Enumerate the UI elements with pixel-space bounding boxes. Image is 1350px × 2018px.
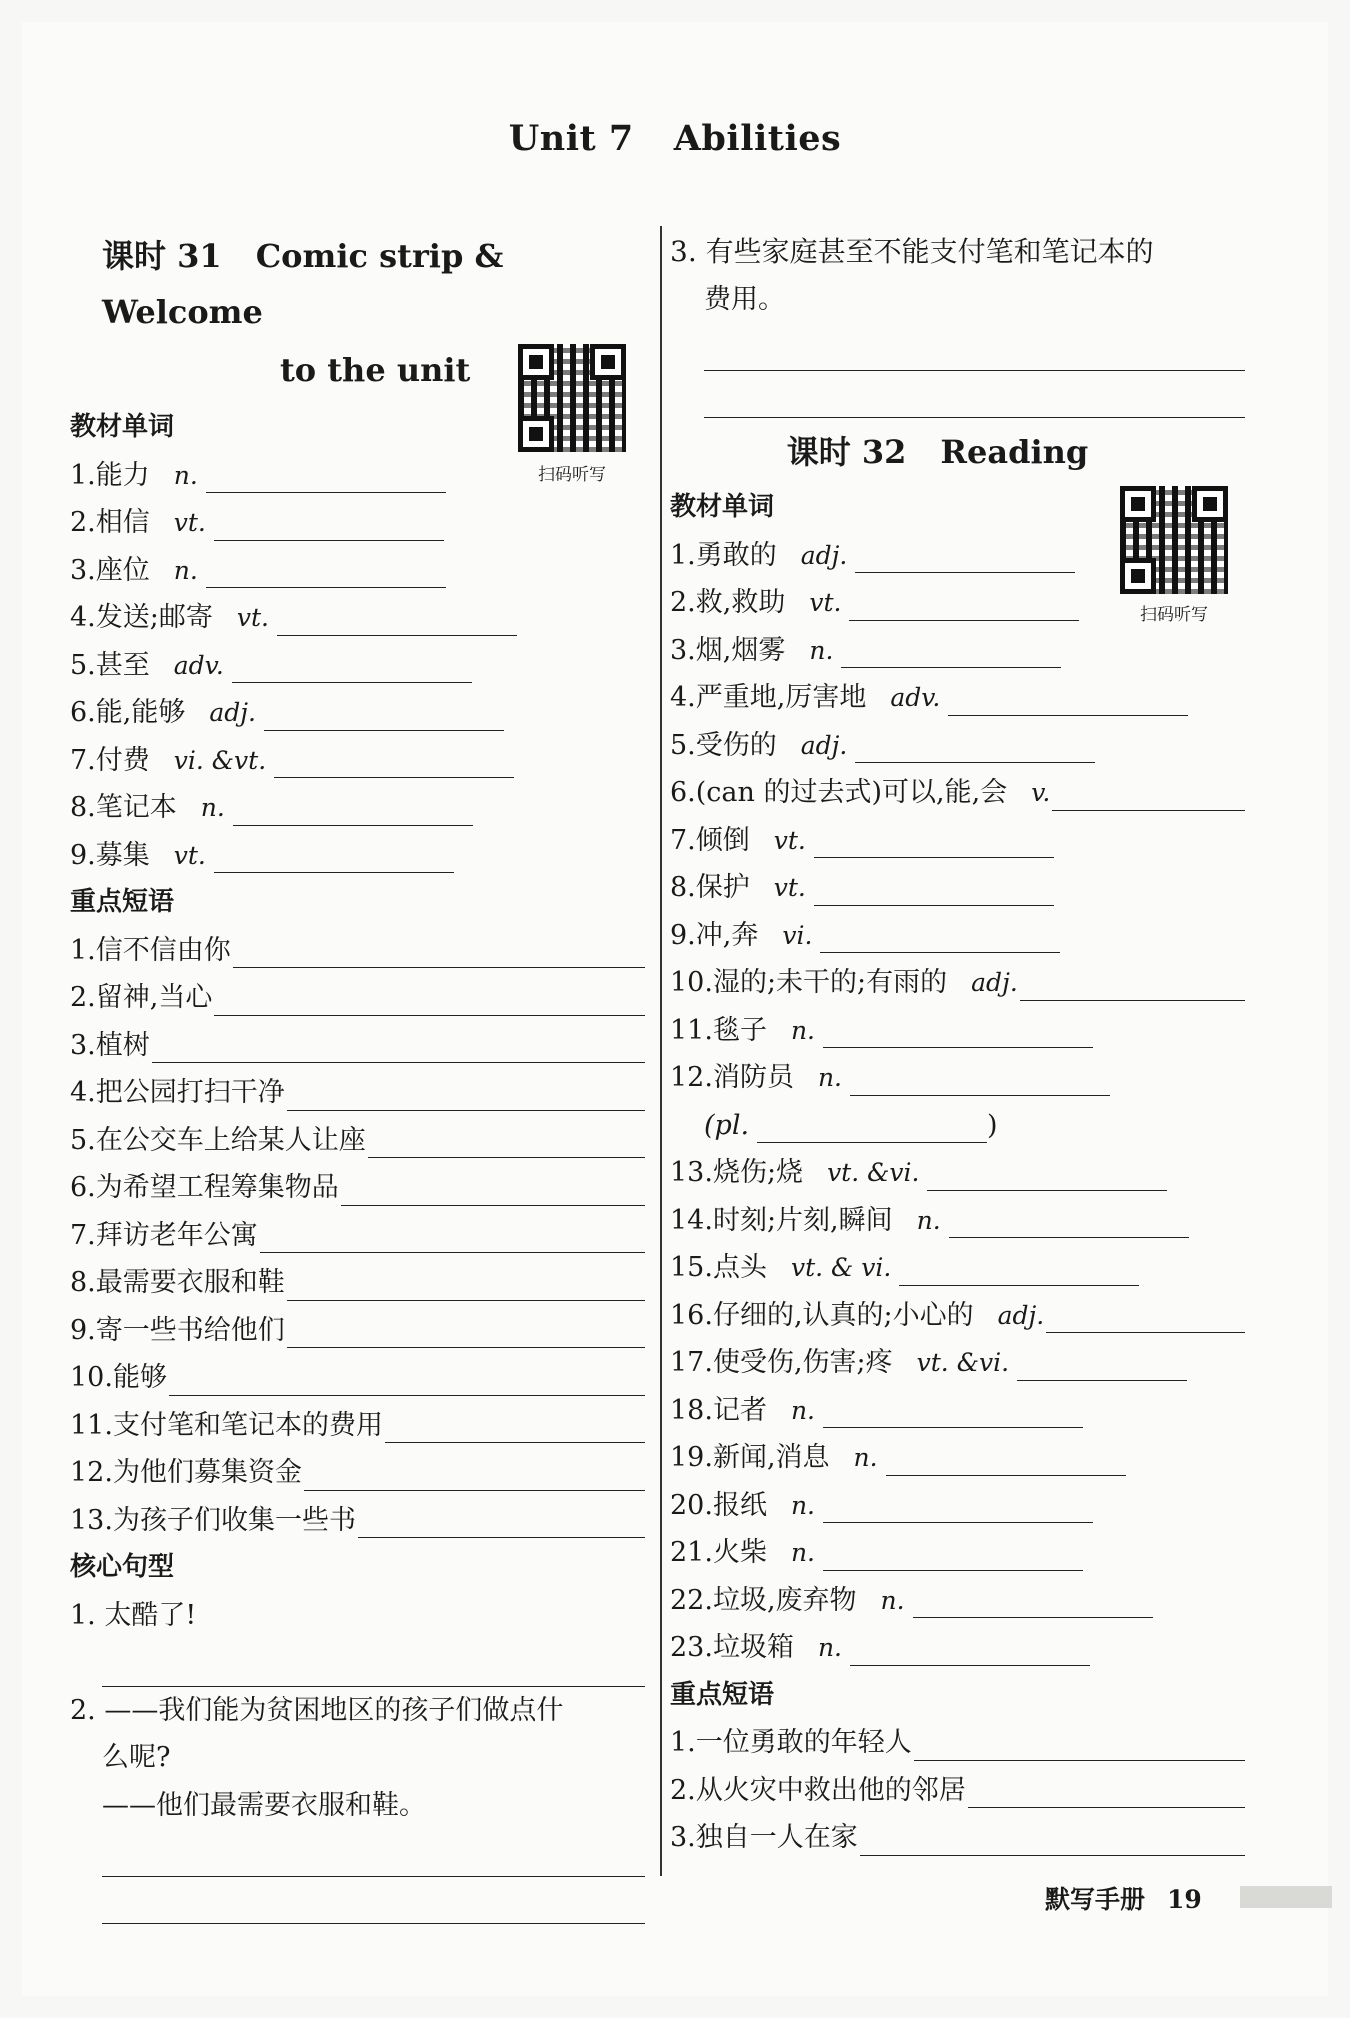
answer-blank[interactable] xyxy=(860,1819,1245,1856)
part-of-speech: adv. xyxy=(173,650,224,680)
chinese-phrase: 植树 xyxy=(95,1029,150,1061)
part-of-speech: n. xyxy=(790,1015,816,1045)
answer-blank[interactable] xyxy=(823,1011,1093,1048)
chinese-meaning: 垃圾,废弃物 xyxy=(712,1584,857,1616)
answer-blank[interactable] xyxy=(855,536,1075,573)
part-of-speech: n. xyxy=(880,1585,905,1615)
chinese-meaning: 甚至 xyxy=(95,649,150,681)
vocab-item xyxy=(70,547,645,595)
phrase-item xyxy=(70,1212,645,1260)
chinese-phrase: 留神,当心 xyxy=(95,982,213,1013)
chinese-meaning: 座位 xyxy=(95,554,150,586)
chinese-phrase: 能够 xyxy=(112,1362,167,1393)
answer-blank[interactable] xyxy=(841,631,1061,668)
part-of-speech: vt. & vi. xyxy=(790,1253,892,1282)
part-of-speech: vi. &vt. xyxy=(173,745,267,775)
item-number: 2. xyxy=(670,1774,696,1806)
part-of-speech: n. xyxy=(173,555,198,585)
chinese-meaning: 募集 xyxy=(95,839,150,871)
chinese-meaning: 能力 xyxy=(95,459,150,491)
part-of-speech: vt. &vi. xyxy=(827,1158,920,1187)
answer-blank[interactable] xyxy=(385,1406,645,1443)
answer-blank[interactable] xyxy=(823,1486,1093,1523)
answer-blank[interactable] xyxy=(850,1629,1090,1666)
item-number: 1. xyxy=(670,539,696,571)
chinese-phrase: 信不信由你 xyxy=(95,934,231,966)
chinese-phrase: 在公交车上给某人让座 xyxy=(95,1124,366,1156)
part-of-speech: adv. xyxy=(890,683,941,712)
lesson-31-title-line2: to the unit xyxy=(280,351,471,389)
phrase-item xyxy=(70,1117,645,1165)
footer-label: 默写手册 xyxy=(1045,1885,1146,1914)
chinese-phrase: 寄一些书给他们 xyxy=(95,1314,285,1346)
answer-blank[interactable] xyxy=(914,1724,1245,1761)
vocab-list-32 xyxy=(670,532,1245,1672)
answer-blank[interactable] xyxy=(886,1439,1126,1476)
phrase-item xyxy=(70,1022,645,1070)
answer-blank[interactable] xyxy=(968,1771,1245,1808)
answer-blank[interactable] xyxy=(1046,1296,1245,1333)
answer-blank[interactable] xyxy=(913,1581,1153,1618)
part-of-speech: n. xyxy=(790,1490,816,1520)
chinese-meaning: 能,能够 xyxy=(95,697,186,728)
part-of-speech: n. xyxy=(817,1063,843,1092)
chinese-meaning: 烧伤;烧 xyxy=(712,1157,804,1188)
item-number: 5. xyxy=(70,1124,96,1156)
vocab-heading-32: 教材单词 xyxy=(670,492,775,522)
item-number: 2. xyxy=(70,507,96,538)
part-of-speech: adj. xyxy=(997,1300,1045,1330)
phrase-list-32 xyxy=(670,1719,1245,1862)
chinese-phrase: 独自一人在家 xyxy=(695,1822,858,1853)
item-number: 11. xyxy=(70,1409,113,1441)
phrase-item xyxy=(70,1069,645,1117)
page-footer xyxy=(1045,1880,1202,1916)
lesson-31-heading xyxy=(70,228,645,340)
item-number: 6. xyxy=(70,697,96,728)
qr-finder xyxy=(1192,486,1228,522)
answer-blank[interactable] xyxy=(814,869,1054,906)
answer-blank[interactable] xyxy=(206,551,446,588)
item-number: 4. xyxy=(670,682,696,713)
vocab-item xyxy=(670,769,1245,817)
part-of-speech: vi. xyxy=(782,920,813,950)
item-number: 9. xyxy=(70,1314,96,1346)
vocab-item xyxy=(670,1577,1245,1625)
phrase-item xyxy=(70,1164,645,1212)
vocab-item xyxy=(670,864,1245,912)
part-of-speech: adj. xyxy=(209,698,256,727)
vocab-item xyxy=(670,912,1245,960)
unit-title xyxy=(0,118,1350,159)
part-of-speech: adj. xyxy=(800,540,848,570)
lesson-31-title-line1: Comic strip & Welcome xyxy=(102,237,504,331)
item-number: 2. xyxy=(670,587,696,618)
item-number: 7. xyxy=(670,824,696,856)
part-of-speech: vt. xyxy=(173,508,206,537)
answer-blank[interactable] xyxy=(949,1201,1189,1238)
item-number: 9. xyxy=(70,839,96,871)
item-number: 5. xyxy=(670,729,696,761)
chinese-meaning: 消防员 xyxy=(712,1062,794,1093)
vocab-item xyxy=(670,817,1245,865)
answer-blank[interactable] xyxy=(849,584,1079,621)
answer-blank[interactable] xyxy=(820,916,1060,953)
item-number: 20. xyxy=(670,1489,713,1521)
answer-blank[interactable] xyxy=(823,1391,1083,1428)
answer-blank[interactable] xyxy=(214,504,444,541)
phrase-item xyxy=(70,1259,645,1307)
part-of-speech: adj. xyxy=(800,730,848,760)
answer-blank[interactable] xyxy=(169,1359,645,1396)
answer-blank[interactable] xyxy=(287,1264,645,1301)
answer-blank[interactable] xyxy=(232,646,472,683)
chinese-phrase: 把公园打扫干净 xyxy=(95,1077,285,1108)
chinese-meaning: 报纸 xyxy=(712,1489,767,1521)
phrase-item xyxy=(70,1497,645,1545)
qr-finder xyxy=(1120,486,1156,522)
item-number: 3. xyxy=(670,634,696,666)
item-number: 11. xyxy=(670,1014,713,1046)
item-number: 10. xyxy=(70,1362,113,1393)
vocab-item xyxy=(670,674,1245,722)
item-number: 4. xyxy=(70,1077,96,1108)
item-number: 15. xyxy=(670,1252,713,1283)
vocab-item xyxy=(70,689,645,737)
answer-blank[interactable] xyxy=(152,1026,645,1063)
item-number: 8. xyxy=(70,792,96,823)
answer-line[interactable] xyxy=(102,1829,645,1877)
sentence-1: 1. 太酷了! xyxy=(70,1599,197,1631)
item-number: 8. xyxy=(670,872,696,903)
answer-blank[interactable] xyxy=(214,836,454,873)
answer-blank[interactable] xyxy=(855,726,1095,763)
part-of-speech: n. xyxy=(817,1633,843,1662)
vocab-item xyxy=(670,1624,1245,1672)
chinese-meaning: 新闻,消息 xyxy=(712,1442,830,1473)
phrase-item xyxy=(70,1307,645,1355)
qr-code-32[interactable] xyxy=(1120,486,1228,594)
chinese-meaning: (can 的过去式)可以,能,会 xyxy=(695,777,1008,808)
item-number: 5. xyxy=(70,649,96,681)
answer-blank[interactable] xyxy=(260,1216,645,1253)
vocab-item xyxy=(70,499,645,547)
vocab-item xyxy=(70,832,645,880)
chinese-meaning: 严重地,厉害地 xyxy=(695,682,867,713)
item-number: 13. xyxy=(670,1157,713,1188)
sentence-3-line1: 3. 有些家庭甚至不能支付笔和笔记本的 xyxy=(670,235,1154,268)
phrase-item xyxy=(70,974,645,1022)
chinese-meaning: 发送;邮寄 xyxy=(95,602,213,633)
item-number: 23. xyxy=(670,1632,713,1663)
answer-blank[interactable] xyxy=(1052,774,1245,811)
answer-blank[interactable] xyxy=(214,979,645,1016)
phrase-item xyxy=(70,927,645,975)
answer-blank[interactable] xyxy=(233,931,645,968)
answer-blank[interactable] xyxy=(304,1454,645,1491)
item-number: 8. xyxy=(70,1267,96,1298)
answer-blank[interactable] xyxy=(899,1249,1139,1286)
answer-blank[interactable] xyxy=(823,1534,1083,1571)
item-number: 3. xyxy=(70,1029,96,1061)
item-number: 14. xyxy=(670,1204,713,1236)
sentence-2-line2: 么呢? xyxy=(102,1742,171,1773)
answer-blank[interactable] xyxy=(358,1501,645,1538)
answer-blank[interactable] xyxy=(287,1311,645,1348)
answer-blank[interactable] xyxy=(850,1059,1110,1096)
item-number: 3. xyxy=(670,1822,696,1853)
chinese-meaning: 付费 xyxy=(95,744,150,776)
part-of-speech: n. xyxy=(809,635,834,665)
lesson-31-number: 课时 31 xyxy=(102,237,222,275)
chinese-meaning: 记者 xyxy=(712,1394,767,1426)
part-of-speech: adj. xyxy=(971,968,1018,997)
item-number: 7. xyxy=(70,1219,96,1251)
vocab-list-31 xyxy=(70,452,645,880)
part-of-speech: n. xyxy=(790,1538,816,1567)
phrase-item xyxy=(670,1719,1245,1767)
chinese-meaning: 倾倒 xyxy=(695,824,750,856)
vocab-heading-31: 教材单词 xyxy=(70,412,175,442)
chinese-phrase: 拜访老年公寓 xyxy=(95,1219,258,1251)
column-divider xyxy=(660,226,662,1876)
answer-blank[interactable] xyxy=(948,679,1188,716)
vocab-item xyxy=(670,1529,1245,1577)
phrase-item xyxy=(70,1402,645,1450)
item-number: 17. xyxy=(670,1347,713,1378)
chinese-meaning: 保护 xyxy=(695,872,750,903)
chinese-phrase: 一位勇敢的年轻人 xyxy=(695,1727,912,1758)
vocab-item xyxy=(70,737,645,785)
chinese-phrase: 从火灾中救出他的邻居 xyxy=(695,1774,966,1806)
sentence-heading-31: 核心句型 xyxy=(70,1552,175,1582)
part-of-speech: vt. xyxy=(773,825,806,855)
item-number: 13. xyxy=(70,1504,113,1536)
plural-close: ) xyxy=(987,1109,998,1141)
phrase-item xyxy=(670,1814,1245,1862)
chinese-phrase: 为孩子们收集一些书 xyxy=(112,1504,356,1536)
right-column xyxy=(670,228,1245,1862)
phrase-heading-31: 重点短语 xyxy=(70,887,175,917)
answer-blank[interactable] xyxy=(264,694,504,731)
part-of-speech: vt. xyxy=(173,840,206,870)
vocab-item xyxy=(670,1102,1245,1150)
sentence-2-line3: ——他们最需要衣服和鞋。 xyxy=(102,1789,426,1821)
answer-blank[interactable] xyxy=(233,789,473,826)
answer-blank[interactable] xyxy=(341,1169,645,1206)
item-number: 1. xyxy=(70,459,96,491)
chinese-phrase: 最需要衣服和鞋 xyxy=(95,1267,285,1298)
vocab-item xyxy=(670,1387,1245,1435)
chinese-meaning: 时刻;片刻,瞬间 xyxy=(712,1204,893,1236)
answer-line[interactable] xyxy=(102,1877,645,1925)
item-number: 7. xyxy=(70,744,96,776)
chinese-phrase: 支付笔和笔记本的费用 xyxy=(112,1409,383,1441)
vocab-item xyxy=(70,594,645,642)
chinese-meaning: 垃圾箱 xyxy=(712,1632,794,1663)
unit-number: Unit 7 xyxy=(508,118,634,159)
part-of-speech: n. xyxy=(200,793,225,822)
part-of-speech: n. xyxy=(853,1443,878,1472)
answer-blank[interactable] xyxy=(206,456,446,493)
chinese-meaning: 使受伤,伤害;疼 xyxy=(712,1347,893,1378)
footer-bar xyxy=(1240,1886,1332,1908)
answer-blank[interactable] xyxy=(814,821,1054,858)
item-number: 6. xyxy=(670,777,696,808)
part-of-speech: vt. xyxy=(809,588,842,617)
answer-blank[interactable] xyxy=(1017,1344,1187,1381)
part-of-speech: vt. xyxy=(236,603,269,632)
item-number: 18. xyxy=(670,1394,713,1426)
chinese-meaning: 相信 xyxy=(95,507,150,538)
sentence-2-line1: 2. ——我们能为贫困地区的孩子们做点什 xyxy=(70,1694,564,1726)
vocab-item xyxy=(670,959,1245,1007)
lesson-32-title: Reading xyxy=(940,433,1089,471)
item-number: 4. xyxy=(70,602,96,633)
phrase-item xyxy=(70,1354,645,1402)
item-number: 1. xyxy=(670,1727,696,1758)
chinese-meaning: 烟,烟雾 xyxy=(695,634,786,666)
part-of-speech: n. xyxy=(790,1395,816,1425)
answer-blank[interactable] xyxy=(368,1121,645,1158)
vocab-item xyxy=(670,1007,1245,1055)
vocab-item xyxy=(670,1244,1245,1292)
qr-code-31[interactable] xyxy=(518,344,626,452)
qr-label-32: 扫码听写 xyxy=(1140,605,1208,625)
item-number: 21. xyxy=(670,1537,713,1568)
lesson-32-heading xyxy=(670,424,1245,480)
vocab-item xyxy=(670,1292,1245,1340)
vocab-item xyxy=(670,722,1245,770)
part-of-speech: vt. xyxy=(773,873,806,902)
chinese-phrase: 为他们募集资金 xyxy=(112,1457,302,1488)
part-of-speech: n. xyxy=(916,1205,941,1235)
vocab-item xyxy=(670,1149,1245,1197)
phrase-list-31 xyxy=(70,927,645,1545)
chinese-meaning: 救,救助 xyxy=(695,587,786,618)
vocab-item xyxy=(70,642,645,690)
answer-line[interactable] xyxy=(102,1639,645,1687)
chinese-meaning: 点头 xyxy=(712,1252,767,1283)
item-number: 9. xyxy=(670,919,696,951)
answer-line[interactable] xyxy=(704,371,1245,419)
chinese-meaning: 仔细的,认真的;小心的 xyxy=(712,1299,974,1331)
qr-finder xyxy=(1120,558,1156,594)
chinese-meaning: 冲,奔 xyxy=(695,919,759,951)
answer-blank[interactable] xyxy=(274,741,514,778)
item-number: 16. xyxy=(670,1299,713,1331)
page-number: 19 xyxy=(1167,1885,1202,1914)
qr-finder xyxy=(518,344,554,380)
item-number: 3. xyxy=(70,554,96,586)
chinese-meaning: 勇敢的 xyxy=(695,539,777,571)
answer-blank[interactable] xyxy=(287,1074,645,1111)
part-of-speech: v. xyxy=(1031,778,1051,807)
plural-label: (pl. xyxy=(704,1109,750,1141)
vocab-item xyxy=(670,1482,1245,1530)
part-of-speech: n. xyxy=(173,460,198,490)
sentence-3-line2: 费用。 xyxy=(704,283,785,315)
item-number: 10. xyxy=(670,967,713,998)
answer-blank[interactable] xyxy=(927,1154,1167,1191)
answer-blank[interactable] xyxy=(1020,964,1245,1001)
lesson-32-number: 课时 32 xyxy=(786,433,907,471)
vocab-item xyxy=(670,1197,1245,1245)
part-of-speech: vt. &vi. xyxy=(916,1348,1010,1377)
item-number: 12. xyxy=(70,1457,113,1488)
chinese-meaning: 受伤的 xyxy=(695,729,777,761)
item-number: 12. xyxy=(670,1062,713,1093)
chinese-phrase: 为希望工程筹集物品 xyxy=(95,1172,339,1203)
vocab-item xyxy=(70,784,645,832)
unit-name: Abilities xyxy=(673,118,842,159)
vocab-item xyxy=(670,1054,1245,1102)
answer-blank[interactable] xyxy=(277,599,517,636)
chinese-meaning: 火柴 xyxy=(712,1537,767,1568)
phrase-item xyxy=(70,1449,645,1497)
item-number: 6. xyxy=(70,1172,96,1203)
chinese-meaning: 湿的;未干的;有雨的 xyxy=(712,967,948,998)
item-number: 1. xyxy=(70,934,96,966)
qr-finder xyxy=(518,416,554,452)
vocab-item xyxy=(670,1339,1245,1387)
answer-line[interactable] xyxy=(704,323,1245,371)
vocab-item xyxy=(670,627,1245,675)
qr-finder xyxy=(590,344,626,380)
phrase-heading-32: 重点短语 xyxy=(670,1679,775,1710)
chinese-meaning: 毯子 xyxy=(712,1014,767,1046)
phrase-item xyxy=(670,1767,1245,1815)
vocab-item xyxy=(670,1434,1245,1482)
answer-blank[interactable] xyxy=(757,1106,987,1143)
qr-label-31: 扫码听写 xyxy=(538,465,606,485)
item-number: 19. xyxy=(670,1442,713,1473)
item-number: 2. xyxy=(70,982,96,1013)
chinese-meaning: 笔记本 xyxy=(95,792,177,823)
item-number: 22. xyxy=(670,1584,713,1616)
